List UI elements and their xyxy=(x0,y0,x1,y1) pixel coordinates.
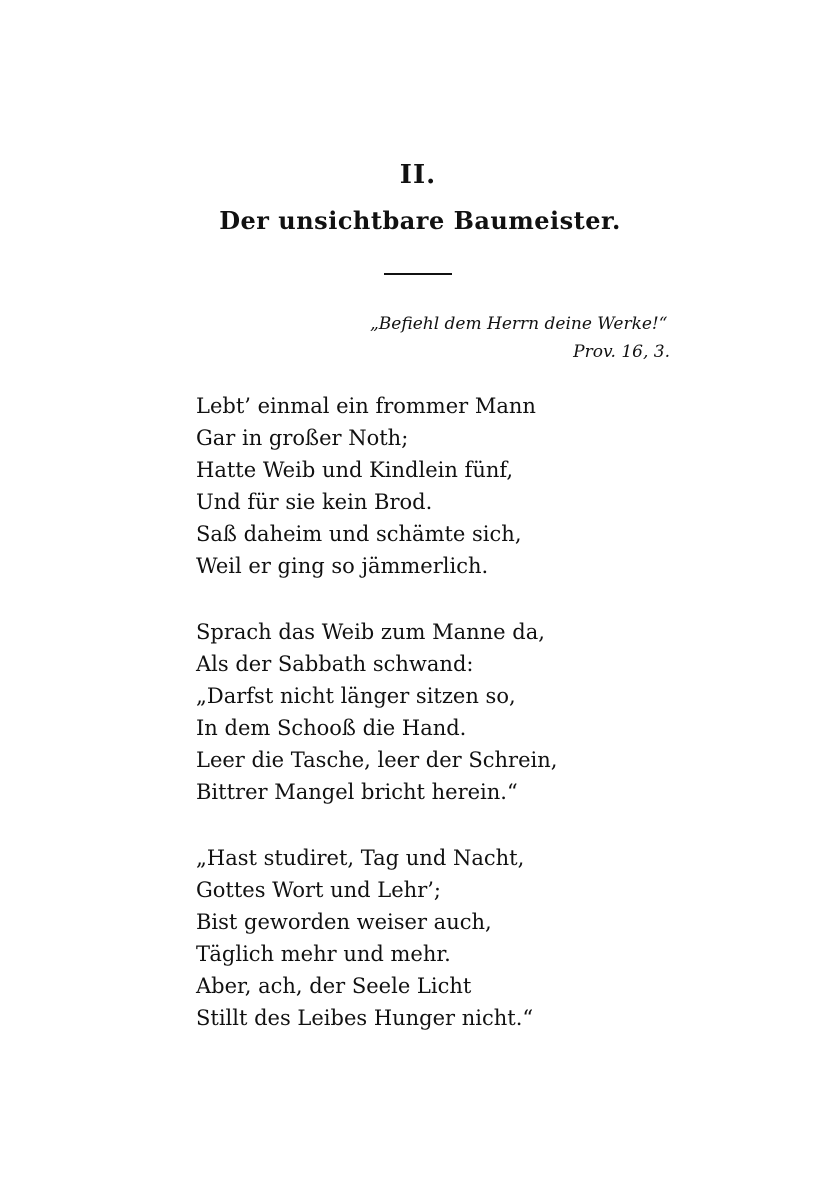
epigraph xyxy=(370,310,700,366)
verse-line: Gottes Wort und Lehr’; xyxy=(196,878,441,902)
section-number xyxy=(0,160,840,190)
verse-line: Sprach das Weib zum Manne da, xyxy=(196,620,545,644)
verse-line: In dem Schooß die Hand. xyxy=(196,716,467,740)
verse-line: Und für sie kein Brod. xyxy=(196,490,433,514)
verse-line: Täglich mehr und mehr. xyxy=(196,942,451,966)
verse-line: Lebt’ einmal ein frommer Mann xyxy=(196,394,536,418)
section-number-text: II. xyxy=(399,160,437,190)
verse-line: Saß daheim und schämte sich, xyxy=(196,522,522,546)
verse-line: Aber, ach, der Seele Licht xyxy=(196,974,472,998)
verse-line: Stillt des Leibes Hunger nicht.“ xyxy=(196,1006,534,1030)
verse-line: Leer die Tasche, leer der Schrein, xyxy=(196,748,558,772)
verse-line: Bittrer Mangel bricht herein.“ xyxy=(196,780,518,804)
verse-line: Als der Sabbath schwand: xyxy=(196,652,474,676)
verse-line: Weil er ging so jämmerlich. xyxy=(196,554,489,578)
stanza-3 xyxy=(196,842,616,1034)
verse-line: Gar in großer Noth; xyxy=(196,426,409,450)
stanza-1 xyxy=(196,390,616,582)
epigraph-source: Prov. 16, 3. xyxy=(573,342,670,362)
poem-title: Der unsichtbare Baumeister. xyxy=(219,206,621,235)
stanza-2 xyxy=(196,616,616,808)
epigraph-quote: „Befiehl dem Herrn deine Werke!“ xyxy=(370,314,668,334)
verse-line: Hatte Weib und Kindlein fünf, xyxy=(196,458,514,482)
title-divider xyxy=(384,273,452,275)
verse-line: „Hast studiret, Tag und Nacht, xyxy=(196,846,525,870)
verse-line: „Darfst nicht länger sitzen so, xyxy=(196,684,516,708)
verse-line: Bist geworden weiser auch, xyxy=(196,910,492,934)
